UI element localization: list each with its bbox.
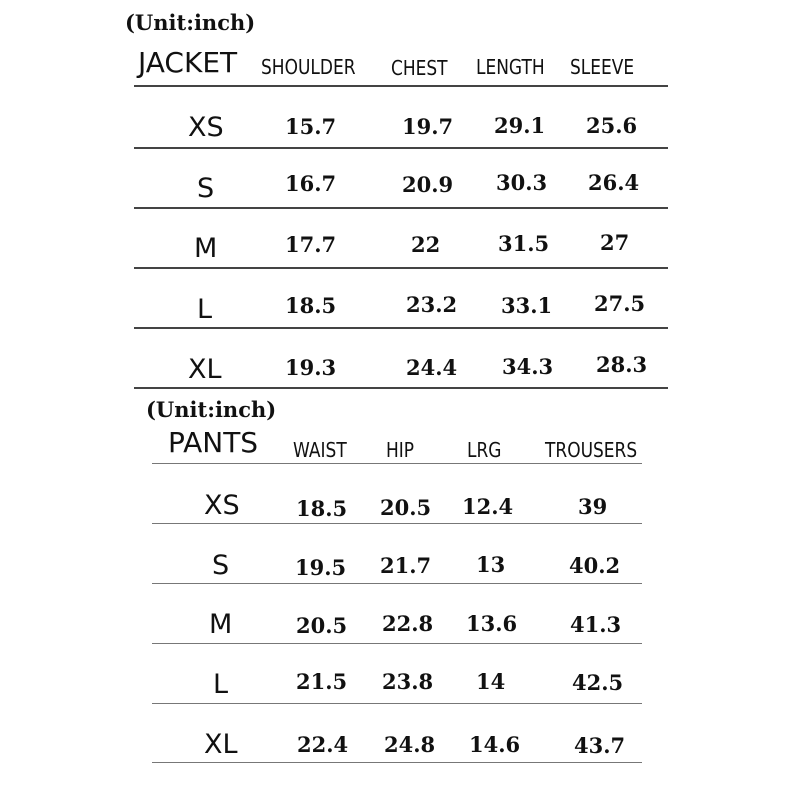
jacket-row-m-shoulder: 17.7: [285, 232, 337, 257]
pants-header-rule: [152, 463, 642, 464]
jacket-header-rule: [134, 85, 668, 87]
pants-row-xl-trousers: 43.7: [574, 733, 626, 758]
pants-row-s-trousers: 40.2: [569, 553, 621, 578]
pants-title: PANTS: [168, 426, 259, 459]
pants-row-m-waist: 20.5: [296, 613, 348, 638]
pants-row-m-trousers: 41.3: [570, 612, 622, 637]
jacket-title: JACKET: [138, 46, 238, 79]
pants-row-divider: [152, 523, 642, 524]
jacket-row-s-sleeve: 26.4: [588, 170, 640, 195]
jacket-row-xl-shoulder: 19.3: [285, 355, 337, 380]
pants-col-waist: WAIST: [293, 438, 347, 462]
jacket-row-l-size: L: [197, 294, 213, 325]
pants-row-m-hip: 22.8: [382, 611, 434, 636]
jacket-row-divider: [134, 327, 668, 329]
pants-row-divider: [152, 703, 642, 704]
pants-row-l-trousers: 42.5: [572, 670, 624, 695]
jacket-row-l-shoulder: 18.5: [285, 293, 337, 318]
pants-row-xs-hip: 20.5: [380, 495, 432, 520]
pants-row-m-size: M: [209, 609, 233, 640]
jacket-row-xl-sleeve: 28.3: [596, 352, 648, 377]
pants-row-xs-lrg: 12.4: [462, 494, 514, 519]
jacket-row-l-length: 33.1: [501, 293, 553, 318]
jacket-row-xl-length: 34.3: [502, 354, 554, 379]
pants-row-s-hip: 21.7: [380, 553, 432, 578]
pants-row-xl-hip: 24.8: [384, 732, 436, 757]
jacket-row-divider: [134, 207, 668, 209]
jacket-unit-label: (Unit:inch): [125, 10, 256, 35]
pants-row-xl-waist: 22.4: [297, 732, 349, 757]
jacket-row-xl-chest: 24.4: [406, 355, 458, 380]
jacket-row-m-sleeve: 27: [600, 230, 630, 255]
pants-row-xs-size: XS: [204, 490, 240, 521]
jacket-row-m-chest: 22: [411, 232, 441, 257]
jacket-row-xs-size: XS: [188, 112, 224, 143]
jacket-col-chest: CHEST: [391, 56, 448, 80]
pants-row-xl-lrg: 14.6: [469, 732, 521, 757]
pants-col-hip: HIP: [386, 438, 415, 462]
pants-col-trousers: TROUSERS: [545, 438, 638, 462]
jacket-row-s-length: 30.3: [496, 170, 548, 195]
jacket-row-l-sleeve: 27.5: [594, 291, 646, 316]
pants-row-l-size: L: [213, 669, 229, 700]
jacket-row-s-shoulder: 16.7: [285, 171, 337, 196]
pants-row-xs-trousers: 39: [578, 494, 608, 519]
pants-row-divider: [152, 643, 642, 644]
jacket-col-shoulder: SHOULDER: [261, 55, 356, 79]
jacket-row-xs-chest: 19.7: [402, 114, 454, 139]
jacket-row-s-size: S: [197, 173, 215, 204]
pants-col-lrg: LRG: [467, 438, 502, 462]
jacket-row-xs-shoulder: 15.7: [285, 114, 337, 139]
pants-row-s-waist: 19.5: [295, 555, 347, 580]
pants-row-l-lrg: 14: [476, 669, 506, 694]
pants-row-m-lrg: 13.6: [466, 611, 518, 636]
pants-row-s-size: S: [212, 550, 230, 581]
pants-row-xs-waist: 18.5: [296, 496, 348, 521]
pants-row-divider: [152, 583, 642, 584]
pants-row-l-waist: 21.5: [296, 669, 348, 694]
jacket-row-xl-size: XL: [188, 354, 222, 385]
jacket-row-l-chest: 23.2: [406, 292, 458, 317]
pants-unit-label: (Unit:inch): [146, 397, 277, 422]
jacket-row-xs-sleeve: 25.6: [586, 113, 638, 138]
jacket-row-xs-length: 29.1: [494, 113, 546, 138]
pants-row-l-hip: 23.8: [382, 669, 434, 694]
jacket-row-m-size: M: [194, 233, 218, 264]
jacket-bottom-rule: [134, 387, 668, 389]
jacket-col-sleeve: SLEEVE: [570, 55, 635, 79]
pants-row-s-lrg: 13: [476, 552, 506, 577]
pants-row-xl-size: XL: [204, 729, 238, 760]
pants-bottom-rule: [152, 762, 642, 763]
jacket-row-divider: [134, 267, 668, 269]
jacket-row-divider: [134, 147, 668, 149]
jacket-col-length: LENGTH: [476, 55, 545, 79]
jacket-row-s-chest: 20.9: [402, 172, 454, 197]
jacket-row-m-length: 31.5: [498, 231, 550, 256]
